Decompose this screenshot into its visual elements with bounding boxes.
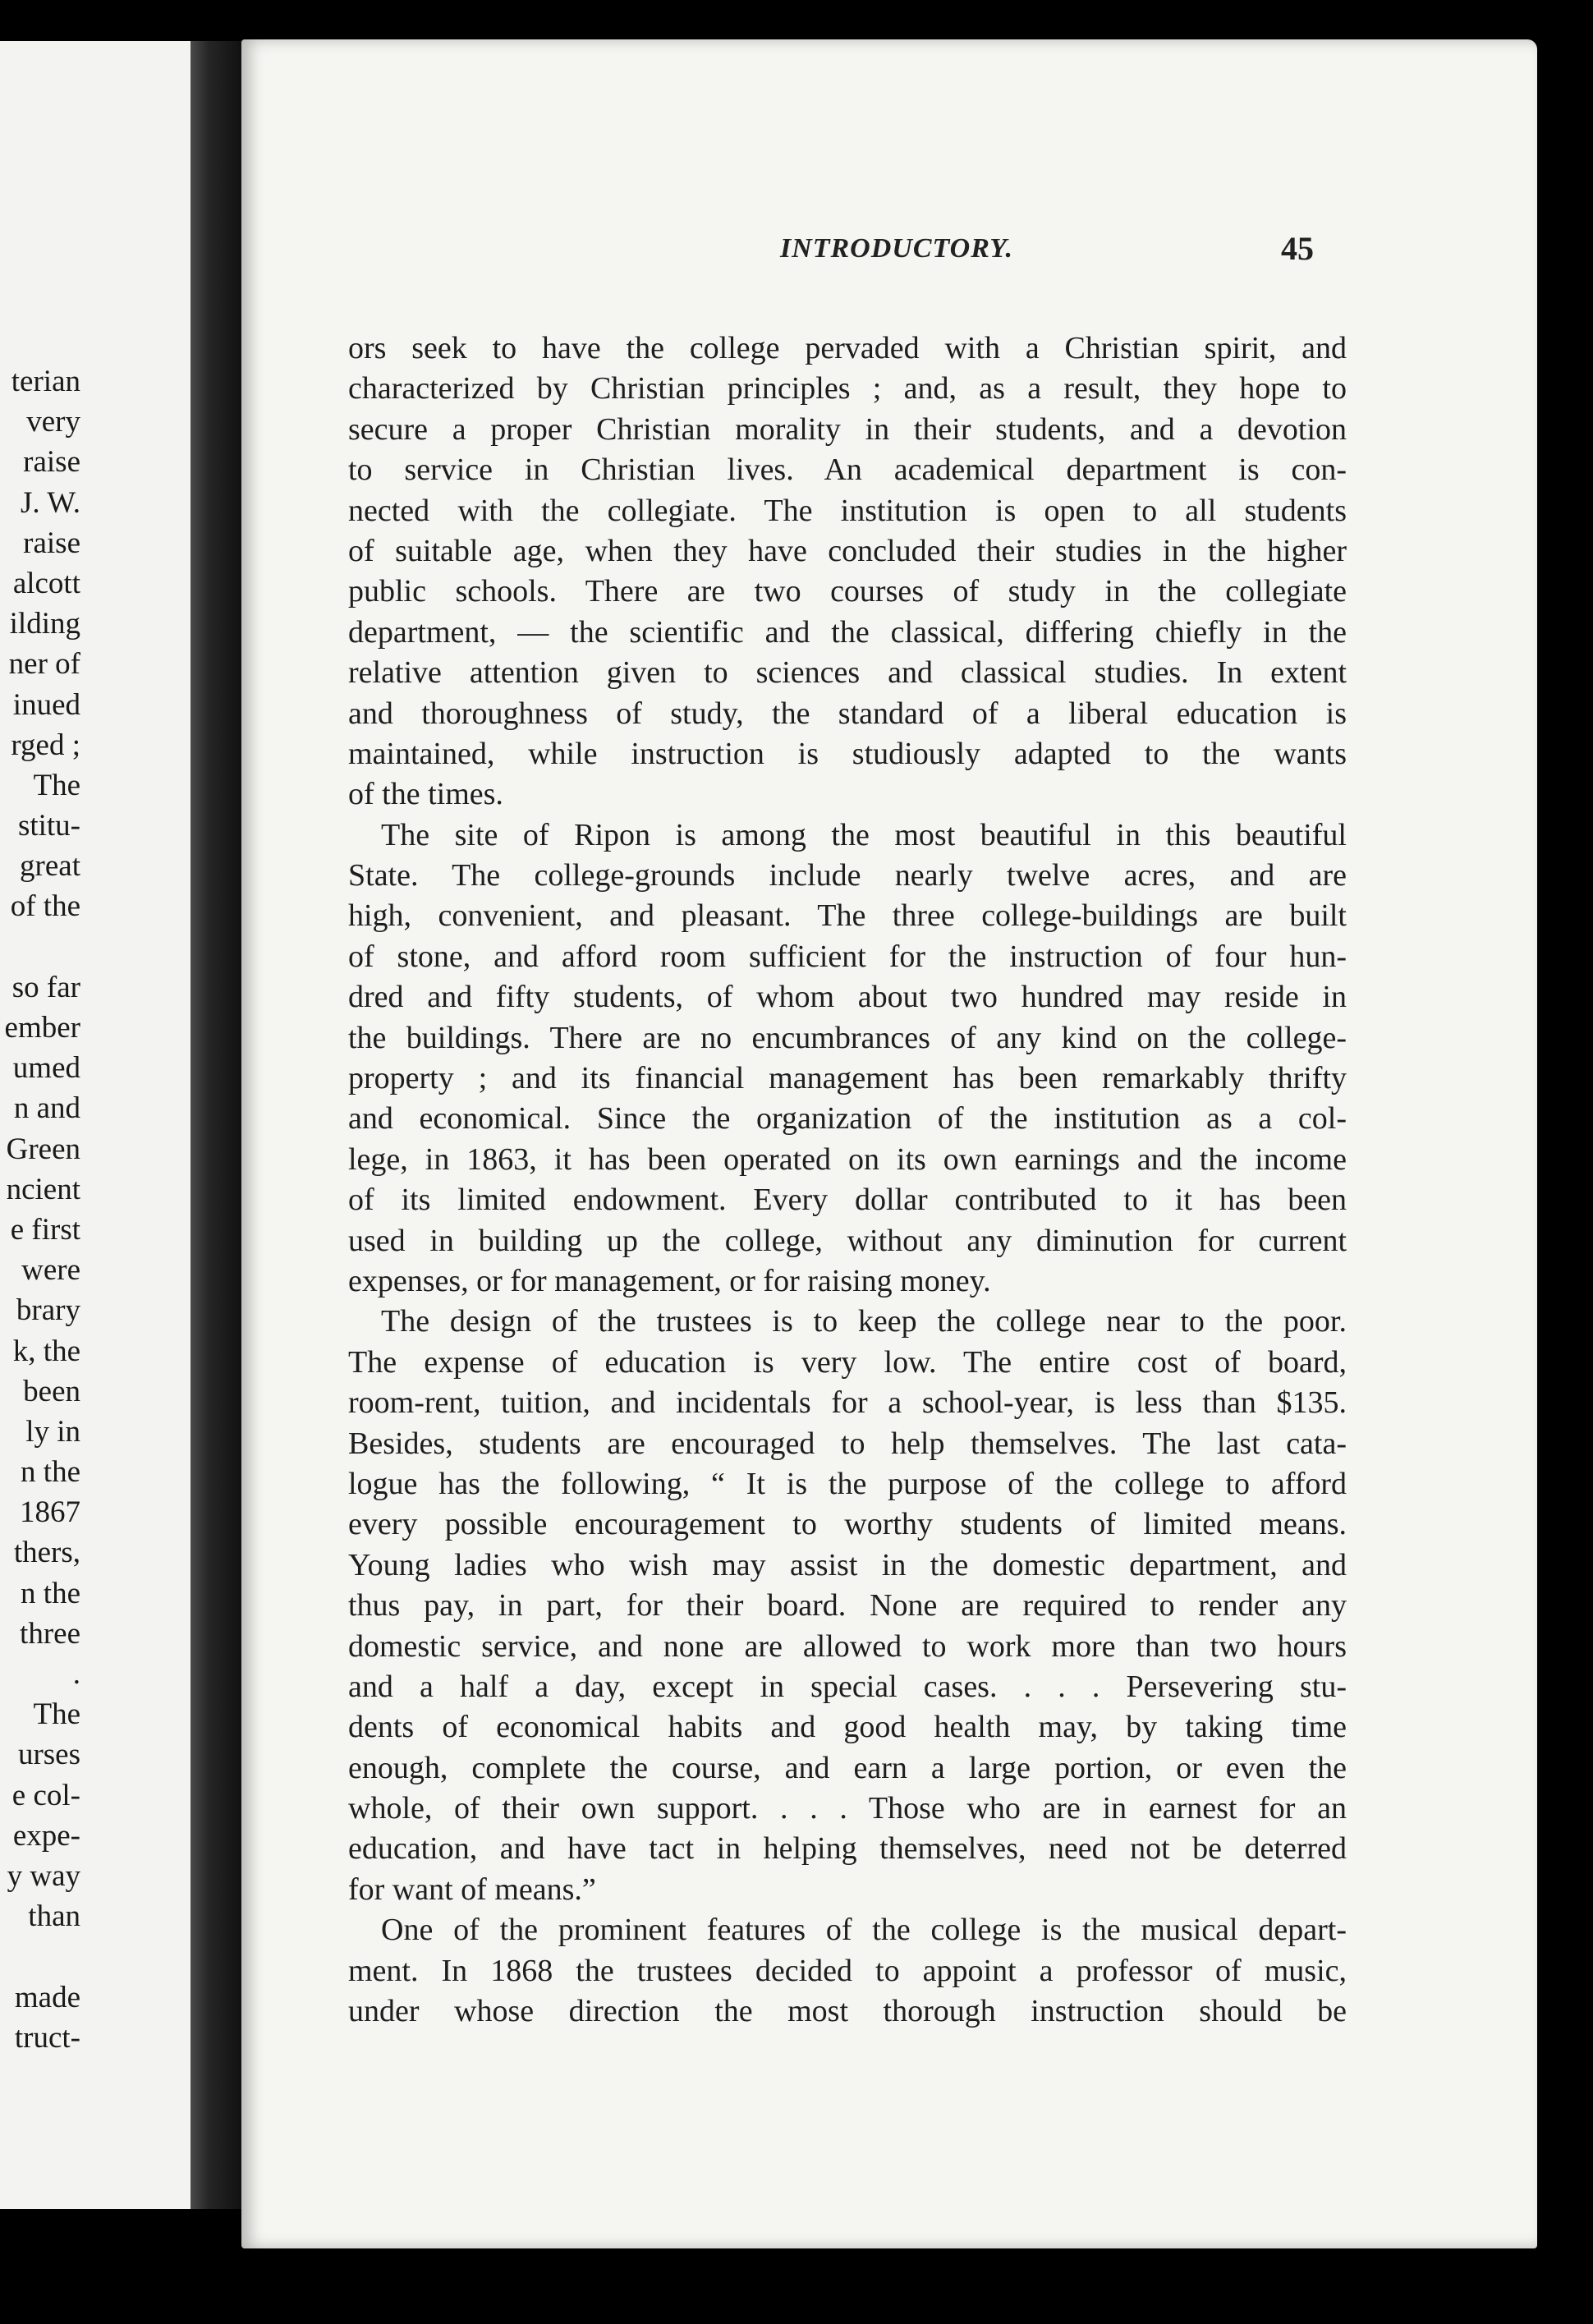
left-page-line: urses	[17, 1738, 80, 1772]
text-line: enough, complete the course, and earn a large portion, or even the	[348, 1750, 1347, 1785]
left-page-line: e first	[10, 1212, 80, 1247]
text-line: education, and have tact in helping themselves, need not be deterred	[348, 1831, 1347, 1867]
text-line: relative attention given to sciences and classical studies. In extent	[348, 655, 1347, 691]
text-line: of suitable age, when they have concluded their studies in the higher	[348, 533, 1347, 568]
left-page-line	[0, 927, 191, 967]
text-line: used in building up the college, without any diminution for current	[348, 1223, 1347, 1258]
text-line: of its limited endowment. Every dollar contributed to it has been	[348, 1183, 1347, 1218]
text-line: Young ladies who wish may assist in the domestic department, and	[348, 1547, 1347, 1582]
paragraph	[348, 1302, 1347, 1910]
text-line: public schools. There are two courses of study in the collegiate	[348, 574, 1347, 609]
left-page-line: stitu-	[17, 809, 80, 843]
left-page-line: n the	[21, 1455, 80, 1490]
left-page-line: brary	[16, 1293, 80, 1328]
body-text	[348, 328, 1347, 2032]
left-page-line: were	[21, 1253, 80, 1288]
text-line: ors seek to have the college pervaded with a Christian spirit, and	[348, 331, 1347, 365]
left-page-line: Green	[6, 1132, 80, 1166]
text-line: State. The college-grounds include nearly twelve acres, and are	[348, 858, 1347, 893]
left-page-line: expe-	[12, 1818, 80, 1853]
left-page-line: ncient	[6, 1172, 80, 1206]
left-page-line: been	[23, 1374, 80, 1408]
paragraph	[348, 815, 1347, 1302]
text-line: ment. In 1868 the trustees decided to appoint a professor of music,	[348, 1953, 1347, 1988]
left-page-line: alcott	[12, 566, 80, 600]
text-line: of stone, and afford room sufficient for the instruction of four hun-	[348, 939, 1347, 974]
text-line: property ; and its financial management has been remarkably thrifty	[348, 1061, 1347, 1096]
text-line: to service in Christian lives. An academical department is con-	[348, 452, 1347, 488]
right-page	[241, 39, 1537, 2248]
left-page-line: n the	[21, 1576, 80, 1610]
text-line: and economical. Since the organization of the institution as a col-	[348, 1101, 1347, 1137]
left-page-fragment	[0, 41, 191, 2209]
text-line: maintained, while instruction is studiously adapted to the wants	[348, 736, 1347, 771]
left-page-line: ner of	[8, 647, 80, 682]
left-page-line: of the	[10, 889, 80, 924]
left-page-line: very	[26, 405, 80, 439]
left-page-line: 1867	[20, 1495, 80, 1530]
left-page-line: n and	[13, 1091, 80, 1126]
text-line: logue has the following, “ It is the purpose of the college to afford	[348, 1466, 1347, 1501]
text-line: and thoroughness of study, the standard of a liberal education is	[348, 696, 1347, 731]
left-page-line: k, the	[12, 1334, 80, 1368]
book-gutter	[191, 41, 241, 2209]
paragraph	[348, 1910, 1347, 2032]
left-page-line: ember	[4, 1011, 80, 1045]
left-page-line: inued	[12, 687, 80, 722]
text-line: and a half a day, except in special cases. . . . Persevering stu-	[348, 1669, 1347, 1704]
left-page-line: ly in	[25, 1414, 80, 1449]
page-header	[480, 224, 1314, 273]
left-page-line: e col-	[11, 1778, 80, 1812]
text-line: room-rent, tuition, and incidentals for a school-year, is less than $135.	[348, 1385, 1347, 1421]
left-page-line: than	[28, 1899, 80, 1934]
text-line: the buildings. There are no encumbrances of any kind on the college-	[348, 1020, 1347, 1055]
left-page-line: ilding	[9, 607, 80, 641]
left-page-line: .	[72, 1657, 80, 1691]
left-page-text	[0, 361, 191, 2058]
left-page-line: truct-	[14, 2020, 80, 2055]
text-line: department, — the scientific and the classical, differing chiefly in the	[348, 614, 1347, 650]
left-page-line: great	[20, 849, 80, 884]
text-line: of the times.	[348, 777, 503, 812]
paragraph	[348, 328, 1347, 815]
text-line: dents of economical habits and good health may, by taking time	[348, 1710, 1347, 1745]
left-page-line: three	[20, 1616, 80, 1651]
left-page-line: umed	[12, 1051, 80, 1086]
text-line: dred and fifty students, of whom about two hundred may reside in	[348, 980, 1347, 1015]
text-line: The site of Ripon is among the most beautiful in this beautiful	[381, 817, 1347, 852]
text-line: secure a proper Christian morality in their students, and a devotion	[348, 411, 1347, 447]
left-page-line: The	[33, 1697, 80, 1732]
left-page-line: raise	[23, 445, 80, 480]
text-line: under whose direction the most thorough instruction should be	[348, 1994, 1347, 2029]
left-page-line: thers,	[13, 1536, 80, 1570]
text-line: for want of means.”	[348, 1872, 596, 1907]
left-page-line: made	[14, 1980, 80, 2014]
text-line: One of the prominent features of the college is the musical depart-	[381, 1913, 1347, 1948]
text-line: The expense of education is very low. The entire cost of board,	[348, 1344, 1347, 1380]
text-line: lege, in 1863, it has been operated on its own earnings and the income	[348, 1141, 1347, 1177]
text-line: Besides, students are encouraged to help themselves. The last cata-	[348, 1426, 1347, 1461]
text-line: nected with the collegiate. The institution is open to all students	[348, 493, 1347, 528]
left-page-line: raise	[23, 526, 80, 560]
left-page-line: terian	[11, 365, 80, 398]
left-page-line	[0, 1936, 191, 1977]
text-line: domestic service, and none are allowed to work more than two hours	[348, 1628, 1347, 1664]
text-line: characterized by Christian principles ; and, as a result, they hope to	[348, 371, 1347, 406]
running-head: INTRODUCTORY.	[779, 233, 1014, 264]
text-line: every possible encouragement to worthy students of limited means.	[348, 1507, 1347, 1542]
text-line: whole, of their own support. . . . Those who are in earnest for an	[348, 1791, 1347, 1826]
left-page-line: J. W.	[20, 485, 80, 520]
text-line: The design of the trustees is to keep the college near to the poor.	[381, 1304, 1347, 1339]
text-line: high, convenient, and pleasant. The three college-buildings are built	[348, 898, 1347, 934]
text-line: expenses, or for management, or for raising money.	[348, 1263, 991, 1298]
left-page-line: y way	[7, 1858, 80, 1893]
text-line: thus pay, in part, for their board. None are required to render any	[348, 1588, 1347, 1624]
left-page-line: rged ;	[11, 728, 80, 762]
page-number: 45	[1281, 230, 1314, 267]
left-page-line: The	[33, 768, 80, 802]
left-page-line: so far	[11, 970, 80, 1004]
